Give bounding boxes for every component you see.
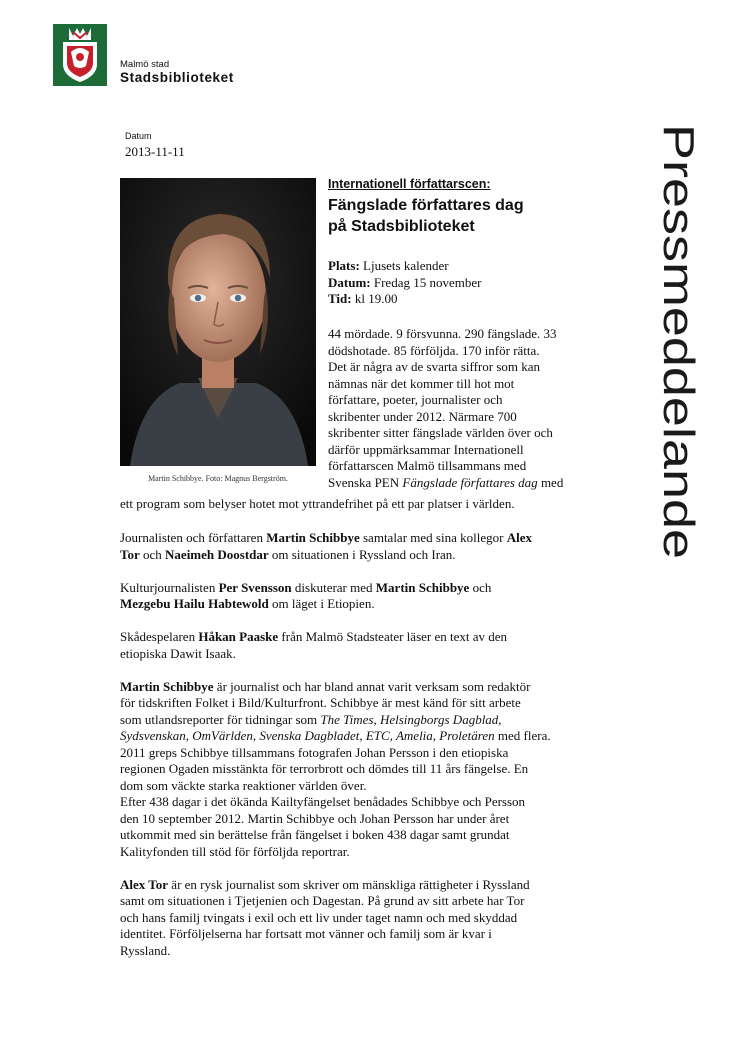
body-line: samt om situationen i Tjetjenien och Dagestan. På grund av sitt arbete har Tor — [120, 893, 525, 908]
body-line: dom som väckte starka reaktioner världen över. — [120, 777, 367, 793]
paragraph-journalists — [120, 530, 590, 563]
date-label: Datum — [125, 131, 152, 141]
body-line: Efter 438 dagar i det ökända Kailtyfängelset benådades Schibbye och Persson — [120, 794, 526, 809]
malmo-crest-icon — [53, 24, 107, 86]
lead-paragraph-end: ett program som belyser hotet mot yttrandefrihet på ett par platser i världen. — [120, 496, 515, 511]
lead-line — [328, 475, 590, 492]
headline-line: Fängslade författares dag — [328, 197, 524, 214]
body-text: om läget i Etiopien. — [268, 596, 375, 611]
body-line: Ryssland. — [120, 942, 171, 958]
body-line: för tidskriften Folket i Bild/Kulturfront. Schibbye är mest känd för sitt arbete — [120, 695, 521, 710]
body-text: är en rysk journalist som skriver om mänskliga rättigheter i Ryssland — [168, 876, 530, 892]
body-line — [120, 580, 590, 597]
paragraph-actor — [120, 629, 590, 662]
portrait-image — [120, 178, 316, 466]
body-text: samtalar med sina kollegor — [359, 530, 507, 545]
lead-line: skribenter sitter fängslade världen över och — [328, 425, 553, 440]
person-name: Naeimeh Doostdar — [165, 546, 269, 562]
body-line: Kalityfonden till stöd för förföljda reportrar. — [120, 843, 350, 859]
article-body — [120, 530, 590, 976]
side-title-text: Pressmeddelande — [654, 124, 703, 479]
lead-line: Det är några av de svarta siffror som kan — [328, 359, 541, 374]
body-text: som utlandsreporter för tidningar som — [120, 711, 321, 727]
org-city: Malmö stad — [120, 59, 170, 70]
person-name: Per Svensson — [218, 579, 292, 595]
person-name: Martin Schibbye — [375, 579, 470, 595]
portrait-photo — [120, 178, 316, 492]
body-line: och hans familj tvingats i exil och ett liv under taget namn och med skyddad — [120, 909, 518, 925]
body-line: regionen Ogaden misstänkta för terrorbrott och dömdes till 11 års fängelse. En — [120, 761, 529, 776]
fact-label: Datum: — [328, 274, 371, 290]
body-line: identitet. Förföljelserna har fortsatt mot vänner och familj som är kvar i — [120, 926, 492, 941]
date-value: 2013-11-11 — [125, 144, 185, 159]
fact-label: Tid: — [328, 291, 352, 306]
body-text: om situationen i Ryssland och Iran. — [268, 546, 456, 562]
paragraph-alex-tor — [120, 877, 590, 960]
lead-line: skribenter under 2012. Närmare 700 — [328, 408, 517, 424]
person-name: Alex — [506, 530, 532, 545]
body-text: från Malmö Stadsteater läser en text av den — [278, 629, 508, 644]
lead-line: författarscen Malmö tillsammans med — [328, 458, 527, 473]
fact-value: kl 19.00 — [351, 291, 398, 306]
body-line — [120, 728, 590, 745]
headline-line: på Stadsbiblioteket — [328, 218, 475, 235]
fact-label: Plats: — [328, 258, 360, 273]
fact-place — [328, 258, 481, 275]
body-line: utkommit med sin berättelse från fängelset i boken 438 dagar samt grundat — [120, 827, 510, 842]
press-release-side-title — [630, 124, 730, 564]
body-line — [120, 877, 590, 894]
body-line — [120, 596, 590, 613]
person-name: Tor — [120, 546, 140, 562]
photo-caption: Martin Schibbye. Foto: Magnus Bergström. — [120, 466, 316, 492]
article-kicker: Internationell författarscen: — [328, 177, 491, 191]
org-library: Stadsbiblioteket — [120, 70, 234, 85]
body-text: och — [469, 579, 492, 595]
lead-paragraph — [328, 326, 590, 491]
person-name: Mezgebu Hailu Habtewold — [120, 596, 269, 611]
person-name: Martin Schibbye — [120, 678, 214, 694]
lead-line: författare, poeter, journalister och — [328, 392, 503, 407]
lead-line: 44 mördade. 9 försvunna. 290 fängslade. 33 — [328, 326, 557, 341]
body-line — [120, 629, 590, 646]
body-line — [120, 712, 590, 729]
fact-time — [328, 291, 481, 308]
paragraph-culture — [120, 580, 590, 613]
article-headline — [328, 195, 588, 237]
body-text: Skådespelaren — [120, 629, 199, 644]
person-name: Alex Tor — [120, 876, 169, 892]
lead-text: med — [537, 474, 564, 490]
lead-text: Svenska PEN — [328, 474, 403, 490]
paragraph-schibbye — [120, 679, 590, 861]
body-text: Journalisten och författaren — [120, 530, 267, 545]
body-text: Kulturjournalisten — [120, 579, 219, 595]
malmo-stad-logo — [53, 24, 107, 86]
organization-name — [120, 59, 234, 86]
fact-value: Fredag 15 november — [370, 274, 482, 290]
publication-list: The Times, Helsingborgs Dagblad, — [320, 711, 502, 727]
body-line — [120, 530, 590, 547]
person-name: Martin Schibbye — [266, 530, 360, 545]
body-text: diskuterar med — [291, 579, 376, 595]
fact-value: Ljusets kalender — [359, 258, 449, 273]
fact-date — [328, 275, 481, 292]
body-line: 2011 greps Schibbye tillsammans fotografen Johan Persson i den etiopiska — [120, 744, 509, 760]
lead-line: dödshotade. 85 förföljda. 170 inför rätta. — [328, 342, 540, 358]
event-title: Fängslade författares dag — [402, 474, 538, 490]
event-facts — [328, 258, 481, 308]
body-line — [120, 679, 590, 696]
body-text: är journalist och har bland annat varit verksam som redaktör — [213, 678, 531, 694]
body-line — [120, 547, 590, 564]
body-line: etiopiska Dawit Isaak. — [120, 645, 236, 661]
lead-line: nämnas när det kommer till hot mot — [328, 375, 515, 391]
body-line: den 10 september 2012. Martin Schibbye och Johan Persson har under året — [120, 810, 510, 826]
publication-list: Sydsvenskan, OmVärlden, Svenska Dagbladet, ETC, Amelia, Proletären — [120, 728, 495, 743]
person-name: Håkan Paaske — [198, 629, 279, 644]
body-text: och — [139, 546, 166, 562]
body-text: med flera. — [494, 728, 551, 743]
lead-line: därför uppmärksammar Internationell — [328, 441, 524, 457]
